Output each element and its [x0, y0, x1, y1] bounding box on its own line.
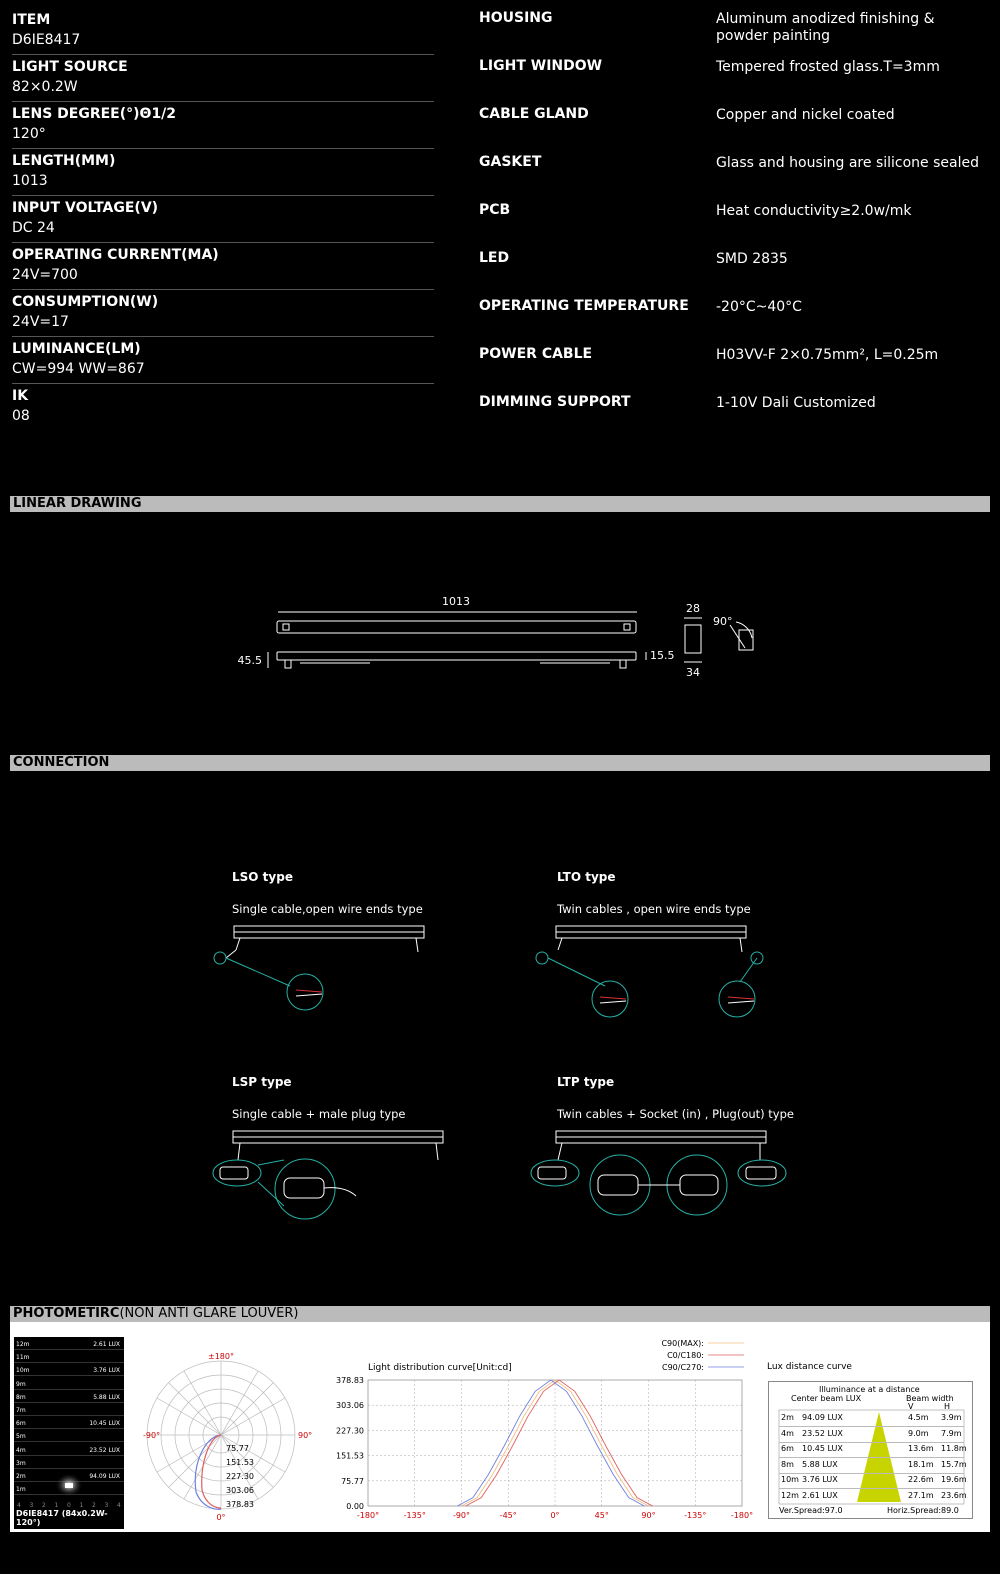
spec-list-left [12, 8, 434, 430]
connection-desc-lto: Twin cables , open wire ends type [557, 902, 751, 916]
connection-desc-lsp: Single cable + male plug type [232, 1107, 406, 1121]
spec-value: SMD 2835 [716, 251, 788, 267]
lux-table-cell-v: 9.0m [908, 1428, 929, 1438]
connection-desc-lso: Single cable,open wire ends type [232, 902, 423, 916]
section-bar-linear-drawing: LINEAR DRAWING [10, 496, 990, 512]
spec-value: 1013 [12, 173, 48, 189]
lux-table-col1: Center beam LUX [791, 1394, 862, 1403]
lux-table-cell-d: 4m [781, 1428, 794, 1438]
connection-title-lso: LSO type [232, 870, 293, 884]
spec-label: PCB [479, 202, 511, 218]
lux-row-value: 5.88 LUX [93, 1393, 120, 1401]
spec-value: 24V=17 [12, 314, 69, 330]
spec-row-power-cable [479, 344, 989, 392]
x-tick-label: -90° [452, 1511, 471, 1520]
length-label: 1013 [442, 595, 470, 608]
series-line [466, 1380, 653, 1506]
lux-row-distance: 5m [16, 1433, 26, 1441]
lux-x-tick: 4 [117, 1502, 121, 1509]
legend-label: C90/C270: [661, 1363, 704, 1372]
spec-row-light-window [479, 56, 989, 104]
lux-row-distance: 3m [16, 1459, 26, 1467]
spec-value: Aluminum anodized finishing & powder painting [716, 11, 935, 44]
spec-value: 24V=700 [12, 267, 78, 283]
section-bar-connection: CONNECTION [10, 755, 990, 771]
x-tick-label: 90° [641, 1511, 656, 1520]
photometric-title: PHOTOMETIRC [13, 1306, 120, 1321]
connection-title-ltp: LTP type [557, 1075, 615, 1089]
spec-value: Glass and housing are silicone sealed [716, 155, 979, 171]
bottom-width-label: 34 [686, 666, 700, 679]
polar-label-top: ±180° [208, 1352, 234, 1361]
polar-chart [140, 1352, 320, 1527]
spec-label: OPERATING CURRENT(MA) [12, 247, 219, 263]
light-distribution-chart [330, 1336, 760, 1526]
lux-table-cell-h: 7.9m [941, 1428, 962, 1438]
top-width-label: 28 [686, 602, 700, 615]
lux-row-distance: 9m [16, 1380, 26, 1388]
spec-label: HOUSING [479, 10, 553, 26]
spec-label: LIGHT SOURCE [12, 59, 128, 75]
lux-table-divider [779, 1473, 964, 1474]
fixture-end-view [685, 625, 701, 653]
lux-table-cell-lux: 10.45 LUX [802, 1444, 843, 1453]
x-tick-label: -180° [730, 1511, 754, 1520]
lux-table-h: H [944, 1402, 951, 1411]
lux-table-v: V [908, 1402, 914, 1411]
fixture-top-view [277, 621, 636, 633]
series-line [462, 1380, 649, 1506]
spec-value: 82×0.2W [12, 79, 78, 95]
lux-row-distance: 10m [16, 1367, 30, 1375]
lux-table-subtitle: Illuminance at a distance [819, 1385, 920, 1394]
lux-chart-caption: D6IE8417 (84x0.2W-120°) [16, 1509, 108, 1527]
polar-ring-label: 227.30 [226, 1472, 254, 1481]
spec-value: Copper and nickel coated [716, 107, 895, 123]
y-tick-label: 75.77 [341, 1476, 364, 1486]
spec-item-consumption [12, 290, 434, 337]
lux-x-tick: 0 [67, 1502, 71, 1509]
lux-x-tick: 2 [92, 1502, 96, 1509]
spec-value: 120° [12, 126, 46, 142]
lux-row-distance: 7m [16, 1407, 26, 1414]
x-tick-label: -180° [356, 1511, 380, 1520]
polar-ring-label: 303.06 [226, 1486, 254, 1495]
lux-table-divider [779, 1442, 964, 1443]
y-tick-label: 378.83 [336, 1376, 364, 1385]
lux-table-col2: Beam width [906, 1394, 954, 1403]
lux-row-distance: 12m [16, 1341, 30, 1348]
spec-value: Heat conductivity≥2.0w/mk [716, 203, 912, 219]
connection-title-lsp: LSP type [232, 1075, 292, 1089]
spec-item-item [12, 8, 434, 55]
lux-distance-chart [14, 1337, 124, 1529]
spec-label: LED [479, 250, 510, 266]
lux-row-value: 94.09 LUX [89, 1473, 120, 1480]
lux-table-cell-lux: 3.76 LUX [802, 1475, 838, 1484]
spec-item-operating-current [12, 243, 434, 290]
lux-x-tick: 3 [29, 1502, 34, 1509]
spec-label: LUMINANCE(LM) [12, 341, 141, 357]
lux-x-tick: 2 [42, 1502, 46, 1509]
lux-table-cell-v: 27.1m [908, 1490, 934, 1500]
fixture-side-view [277, 652, 636, 660]
spec-value: -20°C~40°C [716, 299, 802, 315]
spec-value: Tempered frosted glass.T=3mm [716, 59, 940, 75]
lux-table-title: Lux distance curve [767, 1362, 852, 1372]
spec-item-lens-degree [12, 102, 434, 149]
lto-diagram [548, 926, 757, 1017]
ltp-diagram [531, 1131, 786, 1215]
y-tick-label: 227.30 [336, 1426, 364, 1436]
x-tick-label: 0° [550, 1511, 560, 1520]
x-tick-label: -135° [684, 1511, 707, 1520]
lux-row-distance: 11m [16, 1354, 30, 1362]
lux-table [768, 1381, 973, 1519]
lux-table-cell-v: 4.5m [908, 1413, 929, 1422]
lux-table-cell-lux: 2.61 LUX [802, 1490, 838, 1500]
spec-label: DIMMING SUPPORT [479, 394, 631, 410]
polar-ring-label: 151.53 [226, 1458, 254, 1467]
section-bar-photometric [10, 1306, 990, 1322]
lux-row-value: 2.61 LUX [93, 1341, 120, 1348]
legend-label: C0/C180: [667, 1351, 704, 1360]
lux-row-value: 3.76 LUX [93, 1367, 120, 1375]
height-left-label: 45.5 [237, 654, 262, 667]
series-line [457, 1380, 644, 1506]
lux-row-distance: 8m [16, 1393, 26, 1401]
spec-label: LENS DEGREE(°)Θ1/2 [12, 106, 177, 122]
spec-label: IK [12, 388, 29, 404]
lux-row-distance: 2m [16, 1473, 26, 1480]
lux-table-cell-v: 18.1m [908, 1459, 934, 1469]
spec-item-light-source [12, 55, 434, 102]
polar-label-left: -90° [143, 1431, 161, 1440]
lux-table-cell-h: 3.9m [941, 1413, 962, 1422]
spec-row-led [479, 248, 989, 296]
height-right-label: 15.5 [650, 649, 675, 662]
x-tick-label: -135° [403, 1511, 426, 1520]
lux-table-cell-h: 15.7m [941, 1459, 967, 1469]
spec-label: POWER CABLE [479, 346, 593, 362]
connection-diagrams [0, 920, 1000, 1230]
spec-row-housing [479, 8, 989, 56]
angle-label: 90° [713, 615, 733, 628]
lux-table-divider [779, 1488, 964, 1489]
lux-table-cell-d: 2m [781, 1413, 794, 1422]
spec-value: 08 [12, 408, 30, 424]
lux-x-tick: 3 [104, 1502, 109, 1509]
y-tick-label: 0.00 [346, 1502, 364, 1511]
spec-value: 1-10V Dali Customized [716, 395, 876, 411]
spec-label: LENGTH(MM) [12, 153, 116, 169]
spec-label: OPERATING TEMPERATURE [479, 298, 689, 314]
lux-beam-graphic [14, 1337, 124, 1529]
lux-table-cell-h: 23.6m [941, 1490, 967, 1500]
spec-row-dimming-support [479, 392, 989, 440]
x-tick-label: -45° [499, 1511, 517, 1520]
spec-label: ITEM [12, 12, 51, 28]
spec-row-operating-temperature [479, 296, 989, 344]
y-tick-label: 151.53 [336, 1451, 364, 1461]
photometric-subtitle: (NON ANTI GLARE LOUVER) [119, 1306, 299, 1321]
polar-ring-label: 378.83 [226, 1500, 254, 1509]
spec-value: DC 24 [12, 220, 55, 236]
lux-table-cell-h: 11.8m [941, 1444, 967, 1453]
spec-row-gasket [479, 152, 989, 200]
chart-title: Light distribution curve[Unit:cd] [368, 1363, 512, 1373]
legend-label: C90(MAX): [661, 1339, 704, 1348]
lux-table-cell-d: 12m [781, 1490, 799, 1500]
lux-table-cell-lux: 5.88 LUX [802, 1459, 838, 1469]
spec-item-input-voltage [12, 196, 434, 243]
polar-ring-label: 75.77 [226, 1444, 249, 1453]
lux-x-tick: 1 [79, 1502, 84, 1509]
lux-row-distance: 1m [16, 1486, 26, 1494]
spec-value: H03VV-F 2×0.75mm², L=0.25m [716, 347, 939, 363]
lux-row-distance: 6m [16, 1420, 26, 1428]
spec-label: CONSUMPTION(W) [12, 294, 159, 310]
lux-table-cell-d: 10m [781, 1475, 799, 1484]
spec-value: CW=994 WW=867 [12, 361, 145, 377]
spec-label: INPUT VOLTAGE(V) [12, 200, 159, 216]
lsp-diagram [213, 1131, 443, 1219]
x-tick-label: 45° [594, 1511, 609, 1520]
polar-label-right: 90° [298, 1431, 313, 1440]
lso-diagram [226, 926, 424, 1010]
horiz-spread: Horiz.Spread:89.0 [887, 1506, 959, 1515]
lux-table-cell-lux: 94.09 LUX [802, 1413, 843, 1422]
polar-label-bottom: 0° [216, 1513, 226, 1522]
spec-item-luminance [12, 337, 434, 384]
lux-row-distance: 4m [16, 1446, 26, 1454]
ver-spread: Ver.Spread:97.0 [779, 1506, 843, 1515]
lux-table-cell-v: 22.6m [908, 1475, 934, 1484]
spec-list-right [479, 8, 989, 440]
lux-x-tick: 1 [54, 1502, 59, 1509]
lux-table-divider [779, 1426, 964, 1427]
lux-x-tick: 4 [17, 1502, 21, 1509]
y-tick-label: 303.06 [336, 1401, 364, 1411]
spec-label: CABLE GLAND [479, 106, 589, 122]
spec-label: GASKET [479, 154, 542, 170]
spec-item-ik [12, 384, 434, 430]
spec-row-pcb [479, 200, 989, 248]
spec-label: LIGHT WINDOW [479, 58, 603, 74]
spec-item-length [12, 149, 434, 196]
linear-drawing [0, 520, 1000, 750]
lux-row-value: 23.52 LUX [89, 1446, 120, 1454]
lux-row-value: 10.45 LUX [89, 1420, 120, 1428]
lux-table-cell-d: 6m [781, 1444, 794, 1453]
plot-area [368, 1380, 742, 1506]
spec-value: D6IE8417 [12, 32, 81, 48]
connection-desc-ltp: Twin cables + Socket (in) , Plug(out) type [557, 1107, 794, 1121]
lux-table-cell-v: 13.6m [908, 1444, 934, 1453]
connection-title-lto: LTO type [557, 870, 616, 884]
spec-row-cable-gland [479, 104, 989, 152]
lux-table-cell-h: 19.6m [941, 1475, 967, 1484]
lux-table-cell-lux: 23.52 LUX [802, 1428, 843, 1438]
lux-table-cell-d: 8m [781, 1459, 794, 1469]
lux-table-divider [779, 1457, 964, 1458]
